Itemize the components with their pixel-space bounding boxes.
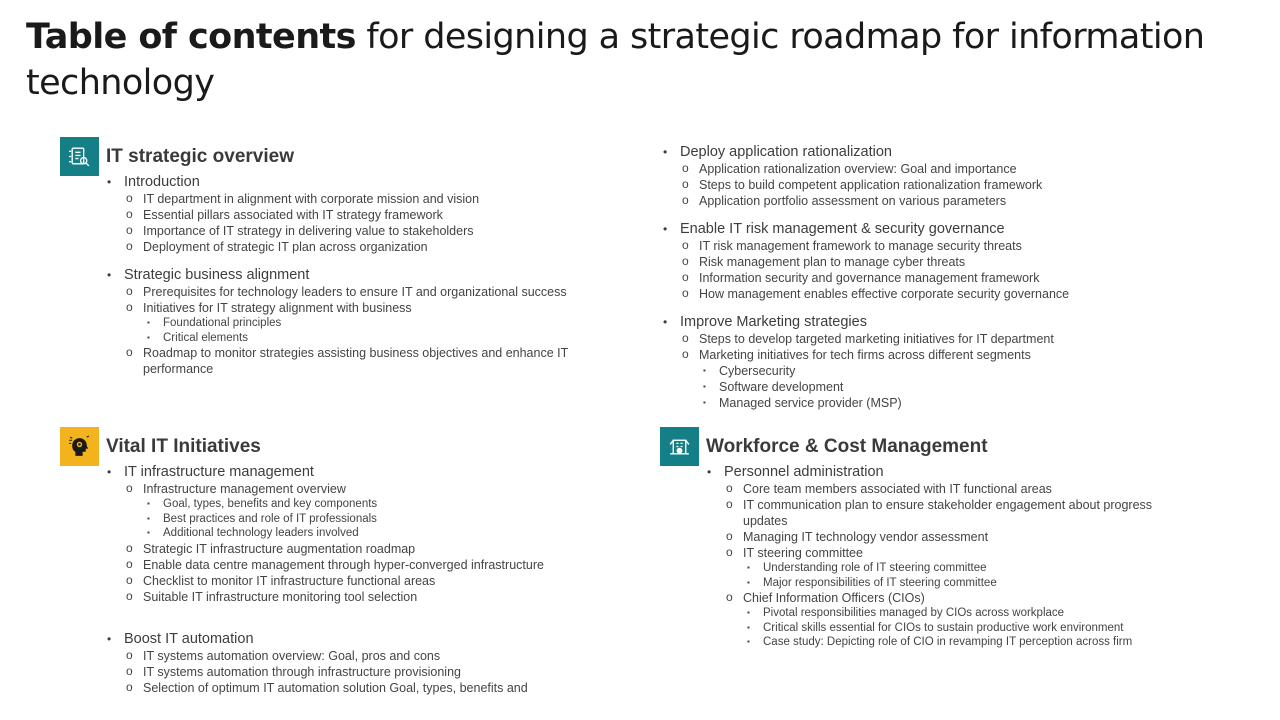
list-subitem: o Suitable IT infrastructure monitoring tool selection xyxy=(106,589,626,605)
list-subitem: o Roadmap to monitor strategies assisting business objectives and enhance IT performance xyxy=(106,345,596,377)
list-item: • IT infrastructure management xyxy=(106,464,626,481)
list-subitem: o Infrastructure management overview xyxy=(106,481,626,497)
list-bullet: ▪ Managed service provider (MSP) xyxy=(662,395,1222,411)
list-subitem: o Essential pillars associated with IT strategy framework xyxy=(106,207,606,223)
list-bullet: ▪ Major responsibilities of IT steering committee xyxy=(706,576,1186,591)
section-vital-it-initiatives-header xyxy=(60,427,261,466)
list-bullet: ▪ Foundational principles xyxy=(106,316,606,331)
list-item: • Improve Marketing strategies xyxy=(662,314,1222,331)
page-title xyxy=(26,14,1206,106)
section-workforce-cost-header xyxy=(660,427,988,466)
section-it-strategic-overview-header xyxy=(60,137,294,176)
list-subitem: o IT risk management framework to manage security threats xyxy=(662,238,1222,254)
list-subitem: o Application rationalization overview: Goal and importance xyxy=(662,161,1222,177)
list-bullet: ▪ Software development xyxy=(662,379,1222,395)
section-workforce-cost-list xyxy=(706,464,1186,650)
list-bullet: ▪ Pivotal responsibilities managed by CIOs across workplace xyxy=(706,606,1186,621)
list-bullet: ▪ Cybersecurity xyxy=(662,363,1222,379)
list-bullet: ▪ Additional technology leaders involved xyxy=(106,526,626,541)
list-item: • Deploy application rationalization xyxy=(662,144,1222,161)
list-subitem: o Information security and governance management framework xyxy=(662,270,1222,286)
list-subitem: o Steps to build competent application rationalization framework xyxy=(662,177,1222,193)
list-subitem: o IT department in alignment with corporate mission and vision xyxy=(106,191,606,207)
list-item: • Introduction xyxy=(106,174,606,191)
list-subitem: o Application portfolio assessment on various parameters xyxy=(662,193,1222,209)
section-title: Workforce & Cost Management xyxy=(706,435,988,457)
list-bullet: ▪ Goal, types, benefits and key components xyxy=(106,497,626,512)
gear-head-icon xyxy=(60,427,99,466)
list-subitem: o How management enables effective corporate security governance xyxy=(662,286,1222,302)
team-cost-icon xyxy=(660,427,699,466)
section-title: Vital IT Initiatives xyxy=(106,435,261,457)
section-it-strategic-overview-list xyxy=(106,174,606,377)
list-subitem: o Importance of IT strategy in delivering value to stakeholders xyxy=(106,223,606,239)
list-bullet: ▪ Case study: Depicting role of CIO in revamping IT perception across firm xyxy=(706,635,1186,650)
list-subitem: o IT steering committee xyxy=(706,545,1186,561)
list-bullet: ▪ Best practices and role of IT professionals xyxy=(106,512,626,527)
list-subitem: o Deployment of strategic IT plan across organization xyxy=(106,239,606,255)
page-title-rest: for designing a strategic roadmap for information technology xyxy=(26,17,1205,103)
list-item: • Personnel administration xyxy=(706,464,1186,481)
list-subitem: o Initiatives for IT strategy alignment with business xyxy=(106,300,606,316)
section-vital-it-initiatives-list xyxy=(106,464,626,696)
list-bullet: ▪ Critical skills essential for CIOs to sustain productive work environment xyxy=(706,621,1186,636)
list-subitem: o Risk management plan to manage cyber threats xyxy=(662,254,1222,270)
list-subitem: o Marketing initiatives for tech firms across different segments xyxy=(662,347,1222,363)
list-subitem: o Selection of optimum IT automation solution Goal, types, benefits and xyxy=(106,680,626,696)
section-right-top-list xyxy=(662,144,1222,411)
list-subitem: o Strategic IT infrastructure augmentation roadmap xyxy=(106,541,626,557)
list-bullet: ▪ Understanding role of IT steering committee xyxy=(706,561,1186,576)
list-subitem: o Core team members associated with IT functional areas xyxy=(706,481,1186,497)
list-subitem: o Enable data centre management through hyper-converged infrastructure xyxy=(106,557,626,573)
list-subitem: o Checklist to monitor IT infrastructure functional areas xyxy=(106,573,626,589)
list-subitem: o Chief Information Officers (CIOs) xyxy=(706,590,1186,606)
list-item: • Boost IT automation xyxy=(106,631,626,648)
list-bullet: ▪ Critical elements xyxy=(106,331,606,346)
list-subitem: o IT systems automation through infrastructure provisioning xyxy=(106,664,626,680)
page-title-bold: Table of contents xyxy=(26,17,356,57)
list-subitem: o Steps to develop targeted marketing initiatives for IT department xyxy=(662,331,1222,347)
section-title: IT strategic overview xyxy=(106,145,294,167)
list-item: • Enable IT risk management & security governance xyxy=(662,221,1222,238)
list-subitem: o Prerequisites for technology leaders to ensure IT and organizational success xyxy=(106,284,606,300)
list-item: • Strategic business alignment xyxy=(106,267,606,284)
list-subitem: o IT communication plan to ensure stakeholder engagement about progress updates xyxy=(706,497,1186,529)
checklist-icon xyxy=(60,137,99,176)
list-subitem: o IT systems automation overview: Goal, pros and cons xyxy=(106,648,626,664)
list-subitem: o Managing IT technology vendor assessment xyxy=(706,529,1186,545)
